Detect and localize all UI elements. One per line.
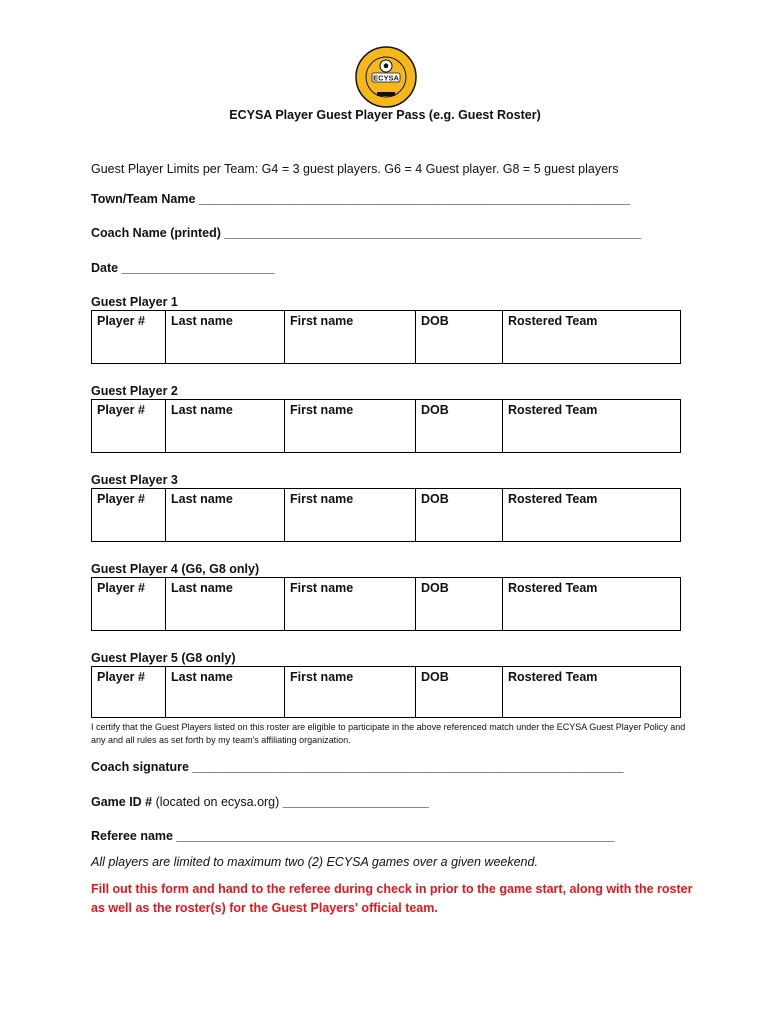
date-label: Date <box>91 261 119 275</box>
guest-player-2-label: Guest Player 2 <box>91 384 178 398</box>
rostered-team-cell[interactable]: Rostered Team <box>503 667 681 718</box>
date-field[interactable] <box>91 261 275 275</box>
coach-name-blank: ____________________________________________________________ <box>224 226 642 240</box>
referee-name-field[interactable] <box>91 829 614 843</box>
game-id-field[interactable] <box>91 795 429 809</box>
team-name-blank: ______________________________________________________________ <box>198 192 630 206</box>
first-name-cell[interactable]: First name <box>285 311 416 364</box>
page-title: ECYSA Player Guest Player Pass (e.g. Guest Roster) <box>229 108 541 122</box>
dob-cell[interactable]: DOB <box>416 400 503 453</box>
team-name-field[interactable] <box>91 192 630 206</box>
rostered-team-cell[interactable]: Rostered Team <box>503 400 681 453</box>
last-name-cell[interactable]: Last name <box>166 489 285 542</box>
player-number-cell[interactable]: Player # <box>92 667 166 718</box>
coach-signature-label: Coach signature <box>91 760 189 774</box>
player-number-cell[interactable]: Player # <box>92 489 166 542</box>
game-limit-note: All players are limited to maximum two (2) ECYSA games over a given weekend. <box>91 855 538 869</box>
guest-limits-text: Guest Player Limits per Team: G4 = 3 guest players. G6 = 4 Guest player. G8 = 5 guest players <box>91 162 619 176</box>
player-number-cell[interactable]: Player # <box>92 311 166 364</box>
referee-name-label: Referee name <box>91 829 173 843</box>
team-name-label: Town/Team Name <box>91 192 196 206</box>
dob-cell[interactable]: DOB <box>416 667 503 718</box>
coach-signature-blank: ______________________________________________________________ <box>192 760 624 774</box>
coach-signature-field[interactable] <box>91 760 623 774</box>
last-name-cell[interactable]: Last name <box>166 578 285 631</box>
guest-player-3-label: Guest Player 3 <box>91 473 178 487</box>
last-name-cell[interactable]: Last name <box>166 667 285 718</box>
guest-player-3-table <box>91 488 681 542</box>
referee-name-blank: _______________________________________________________________ <box>176 829 615 843</box>
game-id-label: Game ID # <box>91 795 153 809</box>
coach-name-label: Coach Name (printed) <box>91 226 221 240</box>
rostered-team-cell[interactable]: Rostered Team <box>503 489 681 542</box>
rostered-team-cell[interactable]: Rostered Team <box>503 578 681 631</box>
logo-text: ECYSA <box>373 73 399 83</box>
first-name-cell[interactable]: First name <box>285 667 416 718</box>
game-id-blank: _____________________ <box>282 795 429 809</box>
dob-cell[interactable]: DOB <box>416 311 503 364</box>
first-name-cell[interactable]: First name <box>285 578 416 631</box>
certification-text: I certify that the Guest Players listed on this roster are eligible to participate in the above referenced match under the ECYSA Guest Player Policy and any and all rules as set forth by my team's affiliating organization. <box>91 722 686 745</box>
instructions-text: Fill out this form and hand to the referee during check in prior to the game start, along with the roster as well as the roster(s) for the Guest Players' official team. <box>91 882 693 915</box>
last-name-cell[interactable]: Last name <box>166 400 285 453</box>
guest-player-4-label: Guest Player 4 (G6, G8 only) <box>91 562 260 576</box>
guest-player-1-label: Guest Player 1 <box>91 295 178 309</box>
dob-cell[interactable]: DOB <box>416 578 503 631</box>
guest-player-5-table <box>91 666 681 718</box>
first-name-cell[interactable]: First name <box>285 489 416 542</box>
dob-cell[interactable]: DOB <box>416 489 503 542</box>
guest-player-5-label: Guest Player 5 (G8 only) <box>91 651 236 665</box>
player-number-cell[interactable]: Player # <box>92 578 166 631</box>
ecysa-logo <box>355 46 417 108</box>
game-id-note: (located on ecysa.org) <box>155 795 280 809</box>
rostered-team-cell[interactable]: Rostered Team <box>503 311 681 364</box>
player-number-cell[interactable]: Player # <box>92 400 166 453</box>
guest-player-4-table <box>91 577 681 631</box>
first-name-cell[interactable]: First name <box>285 400 416 453</box>
guest-player-2-table <box>91 399 681 453</box>
guest-player-1-table <box>91 310 681 364</box>
coach-name-field[interactable] <box>91 226 642 240</box>
date-blank: ______________________ <box>121 261 275 275</box>
last-name-cell[interactable]: Last name <box>166 311 285 364</box>
